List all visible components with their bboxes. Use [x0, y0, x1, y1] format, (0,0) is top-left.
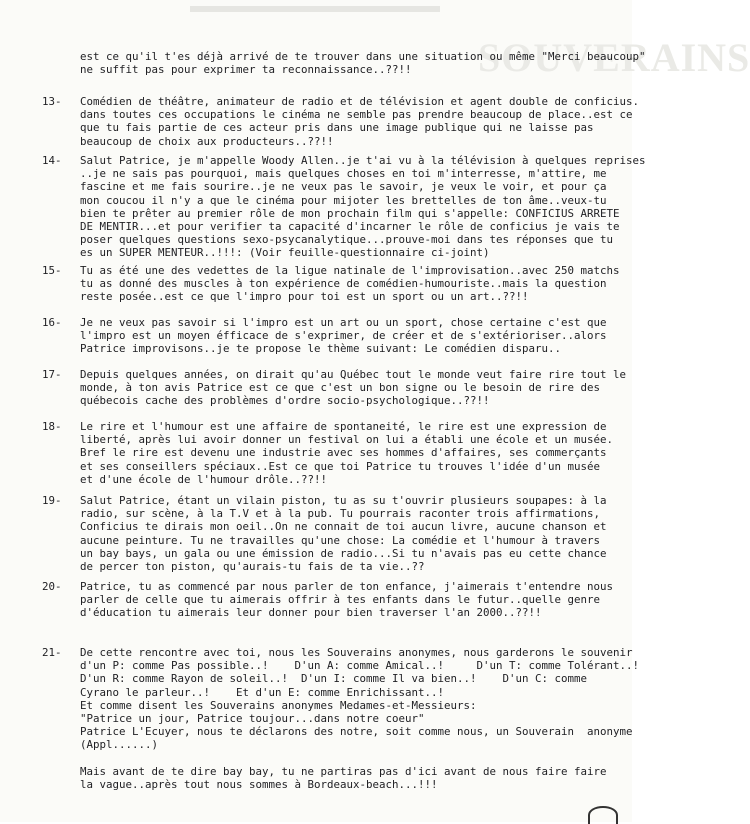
- question-18: [80, 420, 630, 486]
- text-line: liberté, après lui avoir donner un festival on lui a établi une école et un musée.: [80, 433, 614, 447]
- text-line: dans toutes ces occupations le cinéma ne semble pas prendre beaucoup de place..est ce: [80, 108, 633, 122]
- question-number: 16-: [42, 316, 62, 329]
- question-number: 20-: [42, 580, 62, 593]
- text-line: Tu as été une des vedettes de la ligue natinale de l'improvisation..avec 250 matchs: [80, 264, 620, 277]
- question-13: [80, 95, 640, 148]
- text-line: tu as donné des muscles à ton expérience de comédien-humouriste..mais la question: [80, 277, 607, 291]
- text-line: Salut Patrice, étant un vilain piston, tu as su t'ouvrir plusieurs soupapes: à la: [80, 494, 607, 507]
- text-line: que tu fais partie de ces acteur pris dans une image publique qui ne laisse pas: [80, 121, 594, 135]
- text-line: Je ne veux pas savoir si l'impro est un art ou un sport, chose certaine c'est que: [80, 316, 607, 329]
- intro-paragraph: [80, 50, 646, 77]
- text-line: mon coucou il n'y a que le cinéma pour mijoter les brettelles de ton âme..veux-tu: [80, 193, 607, 207]
- text-line: ..je ne sais pas pourquoi, mais quelques choses en toi m'interresse, m'attire, me: [80, 167, 607, 181]
- text-line: Patrice improvisons..je te propose le thème suivant: Le comédien disparu..: [80, 342, 562, 356]
- text-line: reste posée..est ce que l'impro pour toi est un sport ou un art..??!!: [80, 290, 529, 304]
- text-line: Cyrano le parleur..! Et d'un E: comme Enrichissant..!: [80, 685, 445, 699]
- text-line: un bay bays, un gala ou une émission de radio...Si tu n'avais pas eu cette chance: [80, 546, 607, 560]
- text-line: Comédien de théâtre, animateur de radio et de télévision et agent double de conficius.: [80, 95, 640, 108]
- text-line: (Appl......): [80, 738, 159, 752]
- question-19: [80, 494, 630, 573]
- text-line: est ce qu'il t'es déjà arrivé de te trouver dans une situation ou même "Merci beaucoup": [80, 50, 646, 63]
- text-line: d'éducation tu aimerais leur donner pour bien traverser l'an 2000..??!!: [80, 606, 542, 620]
- text-line: bien te prêter au premier rôle de mon prochain film qui s'appelle: CONFICIUS ARRETE: [80, 206, 620, 220]
- text-line: DE MENTIR...et pour verifier ta capacité d'incarner le rôle de conficius je vais te: [80, 219, 620, 233]
- text-line: d'un P: comme Pas possible..! D'un A: comme Amical..! D'un T: comme Tolérant..!: [80, 659, 640, 673]
- question-15: [80, 264, 630, 304]
- text-line: fascine et me fais sourire..je ne veux pas le savoir, je veux le voir, et pour ça: [80, 180, 607, 194]
- text-line: la vague..après tout nous sommes à Bordeaux-beach...!!!: [80, 777, 438, 791]
- text-line: Salut Patrice, je m'appelle Woody Allen..je t'ai vu à la télévision à quelques reprises: [80, 154, 646, 167]
- bleed-through-graphic: SOUVERAINS: [478, 35, 750, 80]
- question-number: 13-: [42, 95, 62, 108]
- text-line: monde, à ton avis Patrice est ce que c'est un bon signe ou le besoin de rire des: [80, 381, 601, 395]
- question-number: 21-: [42, 646, 62, 659]
- question-number: 19-: [42, 494, 62, 507]
- header-rule: [190, 6, 440, 12]
- text-line: D'un R: comme Rayon de soleil..! D'un I: comme Il va bien..! D'un C: comme: [80, 672, 588, 686]
- text-line: aucune peinture. Tu ne travailles qu'une chose: La comédie et l'humour à travers: [80, 533, 601, 547]
- text-line: parler de celle que tu aimerais offrir à tes enfants dans le futur..quelle genre: [80, 593, 601, 607]
- text-line: beaucoup de choix aux producteurs..??!!: [80, 134, 334, 148]
- text-line: Bref le rire est devenu une industrie avec ses hommes d'affaires, ses commerçants: [80, 446, 607, 460]
- text-line: de percer ton piston, qu'aurais-tu fais de ta vie..??: [80, 559, 425, 573]
- page-corner-mark: [588, 806, 618, 824]
- question-16: [80, 316, 630, 356]
- text-line: l'impro est un moyen éfficace de s'exprimer, de créer et de s'extérioriser..alors: [80, 329, 607, 343]
- question-17: [80, 368, 630, 408]
- question-21: [80, 646, 640, 791]
- text-line: Le rire et l'humour est une affaire de spontaneité, le rire est une expression de: [80, 420, 607, 433]
- text-line: De cette rencontre avec toi, nous les Souverains anonymes, nous garderons le souvenir: [80, 646, 633, 659]
- text-line: poser quelques questions sexo-psycanalytique...prouve-moi dans tes réponses que tu: [80, 233, 614, 247]
- question-number: 15-: [42, 264, 62, 277]
- text-line: québecois cache des problèmes d'ordre socio-psychologique..??!!: [80, 394, 490, 408]
- question-number: 14-: [42, 154, 62, 167]
- text-line: et ses conseillers spéciaux..Est ce que toi Patrice tu trouves l'idée d'un musée: [80, 459, 601, 473]
- text-line: ne suffit pas pour exprimer ta reconnaissance..??!!: [80, 63, 412, 77]
- question-14: [80, 154, 646, 260]
- text-line: Patrice L'Ecuyer, nous te déclarons des notre, soit comme nous, un Souverain anonyme: [80, 725, 633, 739]
- question-number: 17-: [42, 368, 62, 381]
- question-number: 18-: [42, 420, 62, 433]
- text-line: [80, 752, 630, 765]
- text-line: Patrice, tu as commencé par nous parler de ton enfance, j'aimerais t'entendre nous: [80, 580, 614, 593]
- text-line: Mais avant de te dire bay bay, tu ne partiras pas d'ici avant de nous faire faire: [80, 764, 607, 778]
- text-line: radio, sur scène, à la T.V et à la pub. Tu pourrais raconter trois affirmations,: [80, 507, 601, 521]
- text-line: es un SUPER MENTEUR..!!!: (Voir feuille-questionnaire ci-joint): [80, 246, 490, 260]
- text-line: et d'une école de l'humour drôle..??!!: [80, 472, 328, 486]
- text-line: Depuis quelques années, on dirait qu'au Québec tout le monde veut faire rire tout le: [80, 368, 627, 381]
- text-line: Et comme disent les Souverains anonymes Medames-et-Messieurs:: [80, 698, 477, 712]
- question-20: [80, 580, 630, 620]
- text-line: "Patrice un jour, Patrice toujour...dans notre coeur": [80, 711, 425, 725]
- text-line: Conficius te dirais mon oeil..On ne connait de toi aucun livre, aucune chanson et: [80, 520, 607, 534]
